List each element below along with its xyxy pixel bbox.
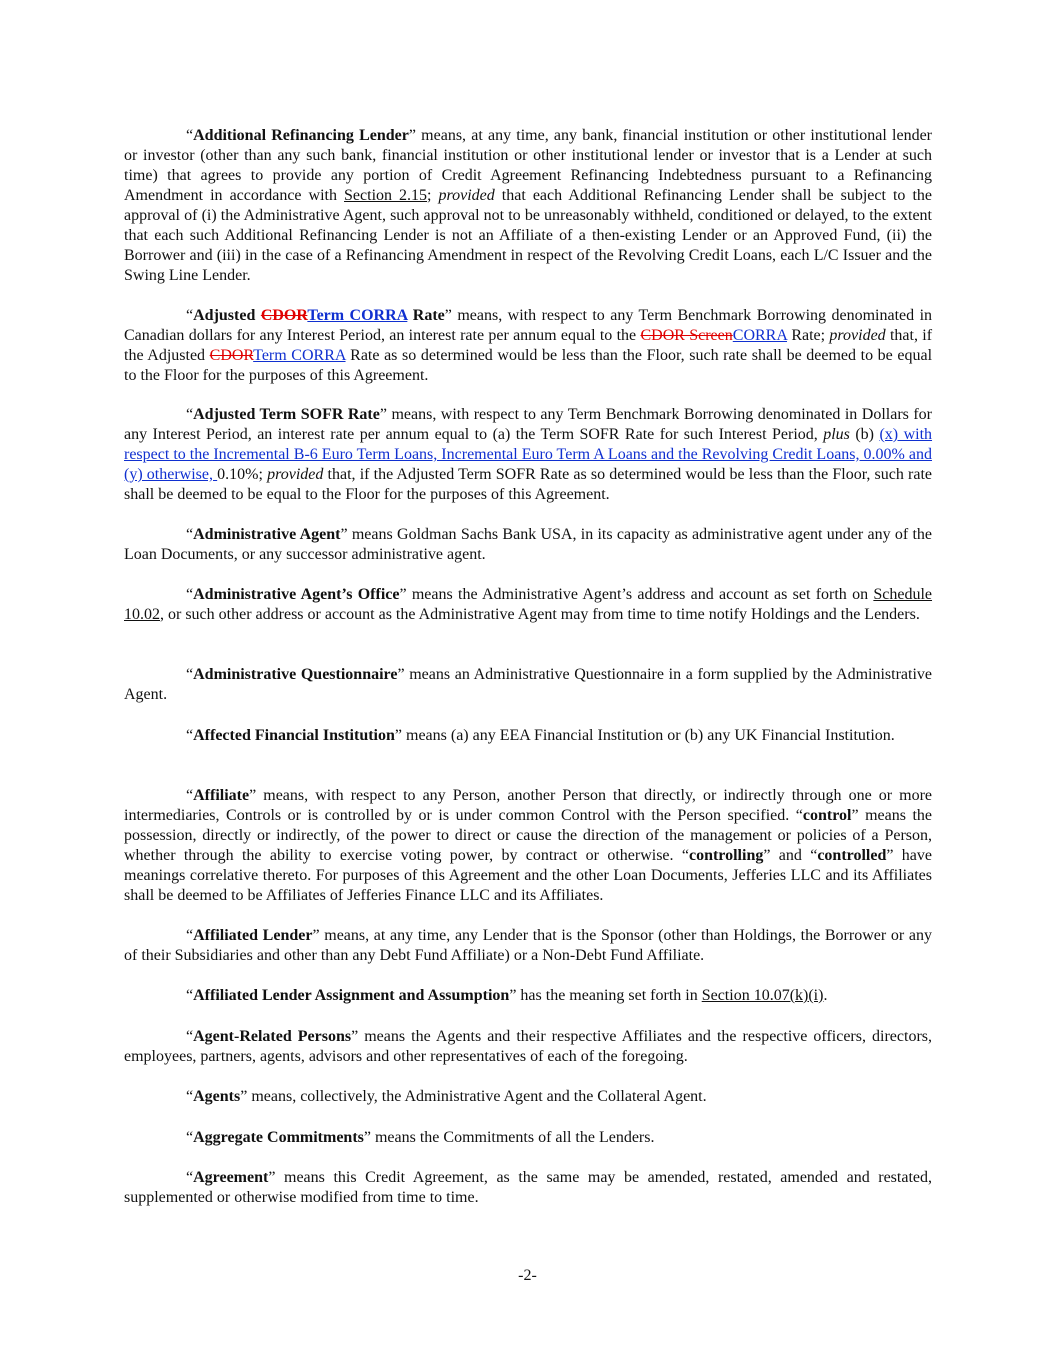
definition-agent-related-persons: “Agent-Related Persons” means the Agents and their respective Affiliates and the respective officers, directors, employees, partners, agents, advisors and other representatives of each of the foregoing. <box>124 1028 932 1065</box>
defined-term: Affected Financial Institution <box>193 727 395 744</box>
defined-term: Affiliated Lender Assignment and Assumption <box>193 987 510 1004</box>
definition-agreement: “Agreement” means this Credit Agreement, as the same may be amended, restated, amended and restated, supplemented or otherwise modified from time to time. <box>124 1169 932 1206</box>
defined-term: controlling <box>688 847 764 864</box>
defined-term: Affiliate <box>193 787 250 804</box>
deleted-text: CDOR <box>209 347 254 364</box>
defined-term: Administrative Agent <box>193 526 341 543</box>
inserted-text: Term CORRA <box>253 347 346 364</box>
definition-affected-financial-institution: “Affected Financial Institution” means (a) any EEA Financial Institution or (b) any UK Financial Institution. <box>186 727 895 744</box>
definition-aggregate-commitments: “Aggregate Commitments” means the Commitments of all the Lenders. <box>186 1129 655 1146</box>
inserted-text: Term CORRA <box>307 307 408 324</box>
definition-affiliated-lender-assignment: “Affiliated Lender Assignment and Assumption” has the meaning set forth in Section 10.07(k)(i). <box>186 987 828 1004</box>
deleted-text: CDOR <box>260 307 308 324</box>
schedule-reference: Schedule 10.02 <box>124 586 933 623</box>
definition-additional-refinancing-lender: “Additional Refinancing Lender” means, at any time, any bank, financial institution or other institutional lender or investor (other than any such bank, financial institution or other institutional lender or investor that is a Lender at such time) that agrees to provide any portion of Credit Agreement Refinancing Indebtedness pursuant to a Refinancing Amendment in accordance with Section 2.15; provided that each Additional Refinancing Lender shall be subject to the approval of (i) the Administrative Agent, such approval not to be unreasonably withheld, conditioned or delayed, to the extent that each such Additional Refinancing Lender is not an Affiliate of a then-existing Lender or an Approved Fund, (ii) the Borrower and (iii) in the case of a Refinancing Amendment in respect of the Revolving Credit Loans, each L/C Issuer and the Swing Line Lender. <box>124 127 933 284</box>
definition-adjusted-cdor-rate: “Adjusted CDORTerm CORRA Rate” means, with respect to any Term Benchmark Borrowing denominated in Canadian dollars for any Interest Period, an interest rate per annum equal to the CDOR ScreenCORRA Rate; provided that, if the Adjusted CDORTerm CORRA Rate as so determined would be less than the Floor, such rate shall be deemed to be equal to the Floor for the purposes of this Agreement. <box>124 307 933 384</box>
defined-term: Agreement <box>193 1169 269 1186</box>
deleted-text: CDOR Screen <box>640 327 733 344</box>
defined-term: Agent-Related Persons <box>193 1028 352 1045</box>
defined-term: Administrative Questionnaire <box>193 666 398 683</box>
definition-affiliate: “Affiliate” means, with respect to any Person, another Person that directly, or indirectly through one or more intermediaries, Controls or is controlled by or is under common Control with the Person specified. “control” means the possession, directly or indirectly, of the power to direct or cause the direction of the management or policies of a Person, whether through the ability to exercise voting power, by contract or otherwise. “controlling” and “controlled” have meanings correlative thereto. For purposes of this Agreement and the other Loan Documents, Jefferies LLC and its Affiliates shall be deemed to be Affiliates of Jefferies Finance LLC and its Affiliates. <box>124 787 932 904</box>
defined-term: Affiliated Lender <box>193 927 313 944</box>
definition-administrative-agents-office: “Administrative Agent’s Office” means the Administrative Agent’s address and account as set forth on Schedule 10.02, or such other address or account as the Administrative Agent may from time to time notify Holdings and the Lenders. <box>124 586 933 623</box>
inserted-text: (x) with respect to the Incremental B-6 Euro Term Loans, Incremental Euro Term A Loans and the Revolving Credit Loans, 0.00% and (y) otherwise, <box>124 426 933 483</box>
definition-administrative-questionnaire: “Administrative Questionnaire” means an Administrative Questionnaire in a form supplied by the Administrative Agent. <box>124 666 933 703</box>
definition-affiliated-lender: “Affiliated Lender” means, at any time, any Lender that is the Sponsor (other than Holdings, the Borrower or any of their Subsidiaries and other than any Debt Fund Affiliate) or a Non-Debt Fund Affiliate. <box>124 927 932 964</box>
page-number: -2- <box>518 1267 537 1284</box>
definition-adjusted-term-sofr-rate: “Adjusted Term SOFR Rate” means, with respect to any Term Benchmark Borrowing denominated in Dollars for any Interest Period, an interest rate per annum equal to (a) the Term SOFR Rate for such Interest Period, plus (b) (x) with respect to the Incremental B-6 Euro Term Loans, Incremental Euro Term A Loans and the Revolving Credit Loans, 0.00% and (y) otherwise, 0.10%; provided that, if the Adjusted Term SOFR Rate as so determined would be less than the Floor, such rate shall be deemed to be equal to the Floor for the purposes of this Agreement. <box>124 406 933 503</box>
inserted-text: CORRA <box>732 327 788 344</box>
definition-agents: “Agents” means, collectively, the Administrative Agent and the Collateral Agent. <box>186 1088 707 1105</box>
defined-term: control <box>802 807 852 824</box>
defined-term: Adjusted Term SOFR Rate <box>193 406 380 423</box>
section-reference: Section 2.15 <box>344 187 428 204</box>
defined-term: Agents <box>193 1088 241 1105</box>
defined-term: Administrative Agent’s Office <box>193 586 400 603</box>
definition-administrative-agent: “Administrative Agent” means Goldman Sachs Bank USA, in its capacity as administrative agent under any of the Loan Documents, or any successor administrative agent. <box>124 526 932 563</box>
defined-term: controlled <box>817 847 887 864</box>
defined-term: Adjusted CDORTerm CORRA Rate <box>193 307 445 324</box>
defined-term: Additional Refinancing Lender <box>193 127 409 144</box>
section-reference: Section 10.07(k)(i) <box>701 987 824 1004</box>
defined-term: Aggregate Commitments <box>193 1129 364 1146</box>
